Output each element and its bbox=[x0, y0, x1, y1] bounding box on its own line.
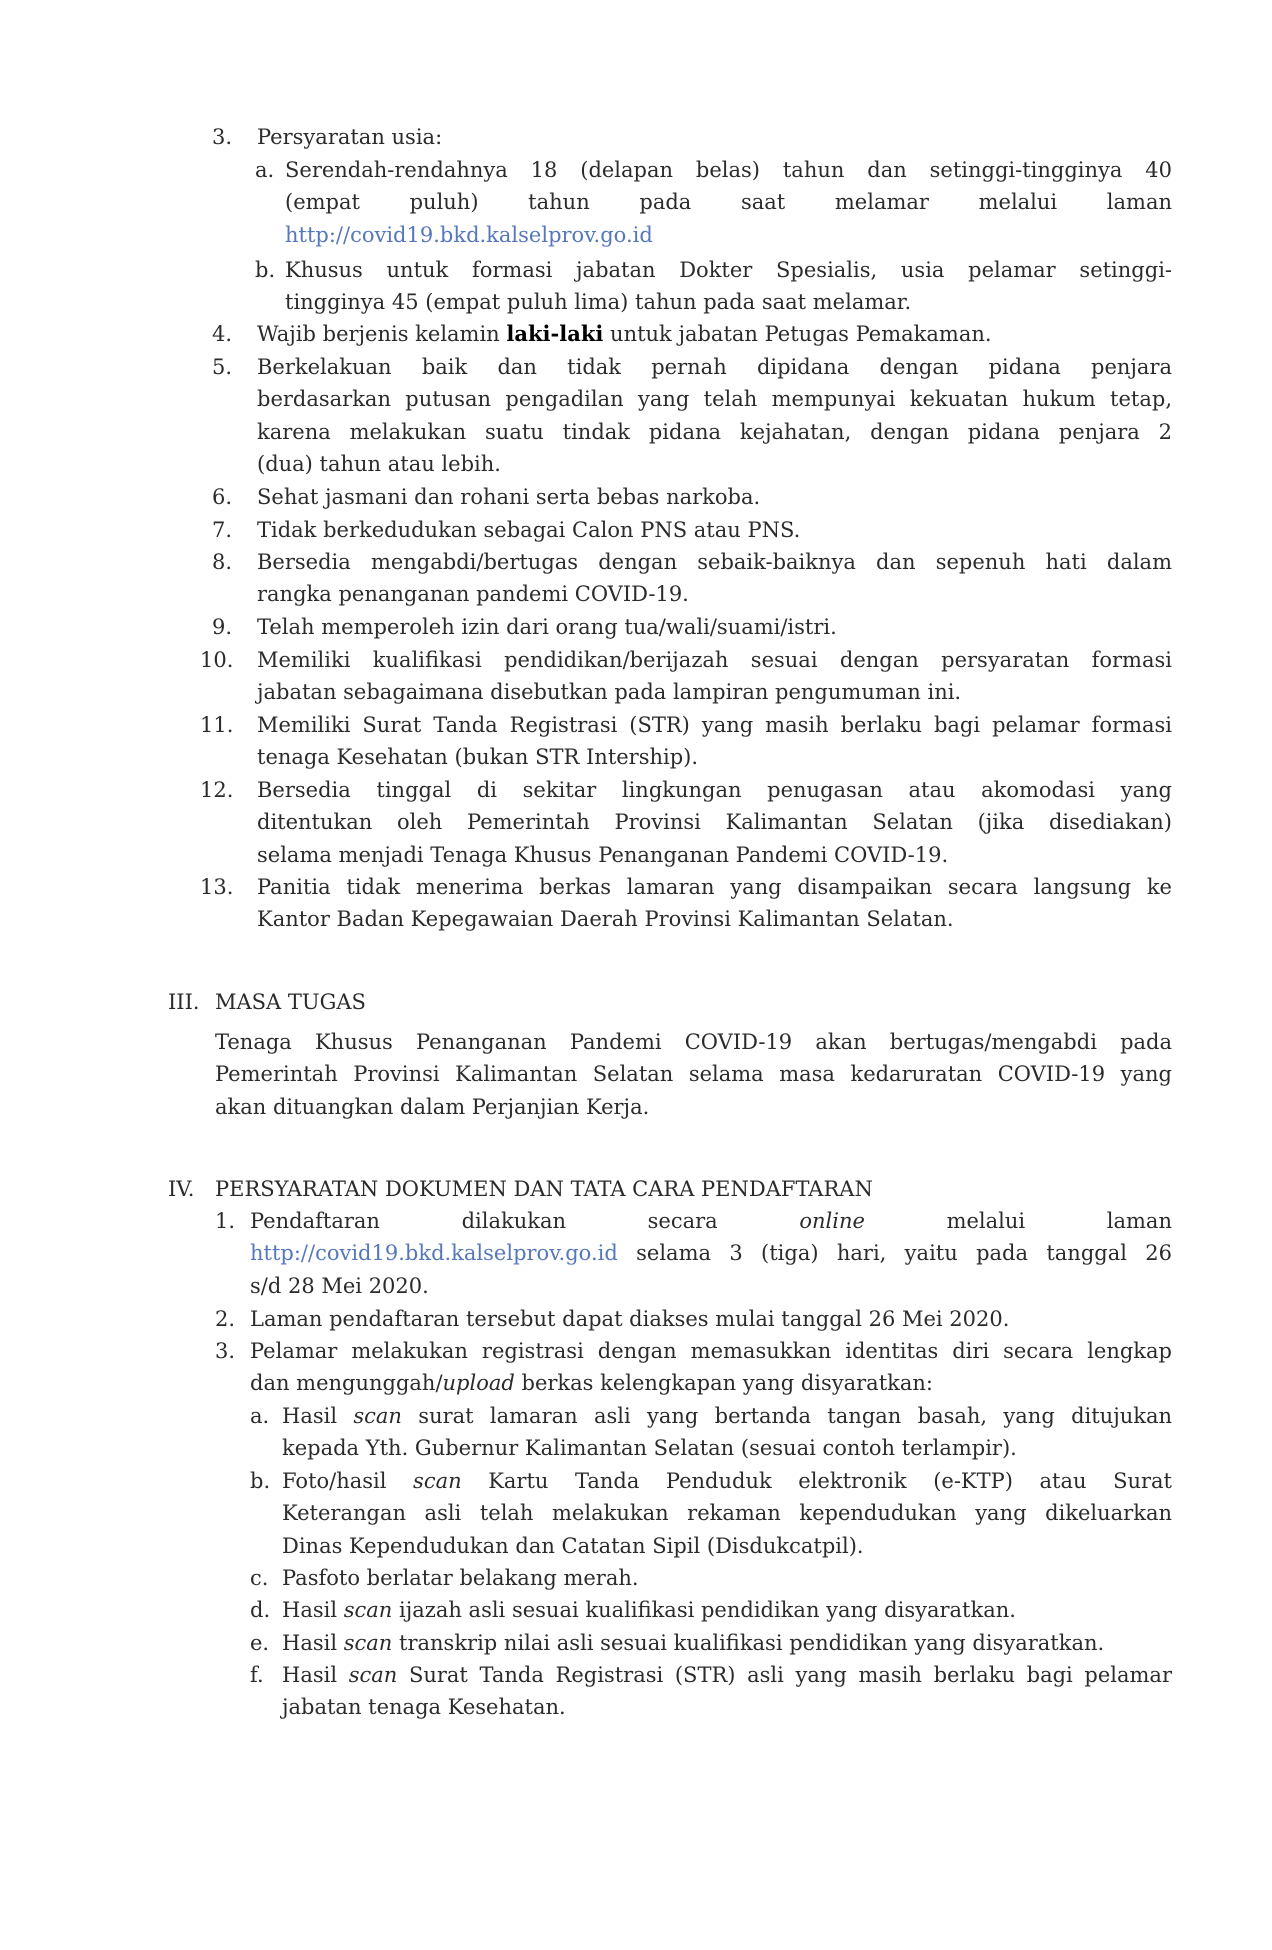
item-word: melalui bbox=[946, 1209, 1026, 1233]
item-line: rangka penanganan pandemi COVID-19. bbox=[257, 582, 689, 607]
item-number: 3. bbox=[215, 1339, 236, 1363]
sub-item-text: Pasfoto berlatar belakang merah. bbox=[282, 1566, 639, 1590]
item-number: 4. bbox=[212, 322, 233, 346]
item-word: secara bbox=[647, 1209, 718, 1233]
item-line: karena melakukan suatu tindak pidana kejahatan, dengan pidana penjara 2 bbox=[257, 419, 1172, 444]
item-line: Bersedia mengabdi/bertugas dengan sebaik-baiknya dan sepenuh hati dalam bbox=[257, 550, 1172, 574]
item-line: jabatan sebagaimana disebutkan pada lampiran pengumuman ini. bbox=[257, 680, 962, 705]
sub-item-label: a. bbox=[255, 158, 275, 182]
sub-item-label: b. bbox=[255, 258, 276, 282]
sub-item-label: d. bbox=[250, 1598, 271, 1622]
paragraph-line: Pemerintah Provinsi Kalimantan Selatan selama masa kedaruratan COVID-19 yang bbox=[215, 1062, 1172, 1087]
section-title: MASA TUGAS bbox=[215, 990, 366, 1014]
item-text: dan mengunggah/ bbox=[250, 1371, 443, 1396]
sub-item-line: kepada Yth. Gubernur Kalimantan Selatan (sesuai contoh terlampir). bbox=[282, 1436, 1017, 1461]
item-word: laman bbox=[1106, 1209, 1172, 1233]
sub-item-label: e. bbox=[250, 1631, 270, 1655]
section-paragraph bbox=[215, 1026, 1172, 1123]
sub-item-text-italic: scan bbox=[413, 1469, 462, 1493]
item-text: selama 3 (tiga) hari, yaitu pada tanggal 26 bbox=[636, 1241, 1172, 1266]
paragraph-line: akan dituangkan dalam Perjanjian Kerja. bbox=[215, 1094, 650, 1119]
item-number: 2. bbox=[215, 1307, 236, 1331]
sub-item-text: transkrip nilai asli sesuai kualifikasi pendidikan yang disyaratkan. bbox=[399, 1631, 1105, 1655]
section-numeral: IV. bbox=[168, 1177, 195, 1201]
item-text: Tidak berkedudukan sebagai Calon PNS atau PNS. bbox=[257, 518, 801, 542]
item-text: Telah memperoleh izin dari orang tua/wali/suami/istri. bbox=[257, 615, 837, 639]
item-line: berdasarkan putusan pengadilan yang telah mempunyai kekuatan hukum tetap, bbox=[257, 387, 1172, 412]
item-line: selama menjadi Tenaga Khusus Penanganan Pandemi COVID-19. bbox=[257, 842, 949, 867]
sub-item-text: Foto/hasil bbox=[282, 1469, 387, 1493]
sub-item-line: Dinas Kependudukan dan Catatan Sipil (Disdukcatpil). bbox=[282, 1533, 864, 1558]
item-text: Wajib berjenis kelamin bbox=[257, 322, 500, 346]
sub-item-text: Surat Tanda Registrasi (STR) asli yang masih berlaku bagi pelamar bbox=[408, 1663, 1172, 1687]
sub-item-label: f. bbox=[250, 1663, 264, 1687]
sub-item-line: tingginya 45 (empat puluh lima) tahun pada saat melamar. bbox=[285, 290, 912, 315]
section-heading-iii bbox=[168, 986, 200, 1018]
sub-item-text: Kartu Tanda Penduduk elektronik (e-KTP) atau Surat bbox=[488, 1469, 1172, 1493]
item-line: Memiliki Surat Tanda Registrasi (STR) yang masih berlaku bagi pelamar formasi bbox=[257, 713, 1172, 737]
sub-item-line: Khusus untuk formasi jabatan Dokter Spesialis, usia pelamar setinggi- bbox=[285, 258, 1172, 282]
section-title: PERSYARATAN DOKUMEN DAN TATA CARA PENDAFTARAN bbox=[215, 1177, 873, 1201]
item-line: s/d 28 Mei 2020. bbox=[250, 1273, 429, 1298]
item-number: 11. bbox=[200, 713, 234, 737]
sub-item-label: a. bbox=[250, 1404, 270, 1428]
item-number: 1. bbox=[215, 1209, 236, 1233]
item-line: Kantor Badan Kepegawaian Daerah Provinsi Kalimantan Selatan. bbox=[257, 907, 954, 932]
emphasis-text: laki-laki bbox=[506, 321, 604, 346]
sub-item-text: Hasil bbox=[282, 1663, 338, 1687]
item-line: (dua) tahun atau lebih. bbox=[257, 452, 501, 477]
registration-link[interactable]: http://covid19.bkd.kalselprov.go.id bbox=[285, 222, 653, 247]
item-word: dilakukan bbox=[461, 1209, 566, 1233]
item-line: ditentukan oleh Pemerintah Provinsi Kalimantan Selatan (jika disediakan) bbox=[257, 810, 1172, 835]
item-number: 10. bbox=[200, 648, 234, 672]
item-number: 12. bbox=[200, 778, 234, 802]
item-number: 3. bbox=[212, 125, 233, 149]
sub-item-text: Hasil bbox=[282, 1631, 338, 1655]
item-text: untuk jabatan Petugas Pemakaman. bbox=[610, 322, 992, 346]
registration-link[interactable]: http://covid19.bkd.kalselprov.go.id bbox=[250, 1241, 618, 1266]
paragraph-line: Tenaga Khusus Penanganan Pandemi COVID-19 akan bertugas/mengabdi pada bbox=[215, 1030, 1172, 1054]
item-text: Persyaratan usia: bbox=[257, 125, 443, 149]
sub-item-text: surat lamaran asli yang bertanda tangan basah, yang ditujukan bbox=[418, 1404, 1173, 1428]
sub-item-text-italic: scan bbox=[348, 1663, 398, 1687]
item-text: berkas kelengkapan yang disyaratkan: bbox=[521, 1371, 933, 1396]
sub-item-line: jabatan tenaga Kesehatan. bbox=[282, 1695, 566, 1720]
item-number: 6. bbox=[212, 485, 233, 509]
item-line: Panitia tidak menerima berkas lamaran yang disampaikan secara langsung ke bbox=[257, 875, 1172, 899]
sub-item-text-italic: scan bbox=[353, 1404, 402, 1428]
section-heading-iv bbox=[168, 1173, 194, 1205]
item-text: Laman pendaftaran tersebut dapat diakses mulai tanggal 26 Mei 2020. bbox=[250, 1307, 1010, 1331]
sub-item-label: c. bbox=[250, 1566, 269, 1590]
sub-item-text: Hasil bbox=[282, 1404, 338, 1428]
item-text-italic: upload bbox=[442, 1371, 515, 1396]
item-number: 8. bbox=[212, 550, 233, 574]
item-line: Berkelakuan baik dan tidak pernah dipidana dengan pidana penjara bbox=[257, 355, 1172, 379]
sub-item-text: ijazah asli sesuai kualifikasi pendidikan yang disyaratkan. bbox=[399, 1598, 1016, 1622]
item-line: Pelamar melakukan registrasi dengan memasukkan identitas diri secara lengkap bbox=[250, 1339, 1172, 1363]
item-line: Bersedia tinggal di sekitar lingkungan penugasan atau akomodasi yang bbox=[257, 778, 1172, 802]
sub-item-line: (empat puluh) tahun pada saat melamar melalui laman bbox=[285, 190, 1172, 215]
item-number: 5. bbox=[212, 355, 233, 379]
item-number: 9. bbox=[212, 615, 233, 639]
item-word: Pendaftaran bbox=[250, 1209, 380, 1233]
item-number: 13. bbox=[200, 875, 234, 899]
section-numeral: III. bbox=[168, 990, 200, 1014]
sub-item-line: Keterangan asli telah melakukan rekaman kependudukan yang dikeluarkan bbox=[282, 1501, 1172, 1526]
sub-item-label: b. bbox=[250, 1469, 271, 1493]
item-number: 7. bbox=[212, 518, 233, 542]
item-text: Sehat jasmani dan rohani serta bebas narkoba. bbox=[257, 485, 761, 509]
sub-item-line: Serendah-rendahnya 18 (delapan belas) tahun dan setinggi-tingginya 40 bbox=[285, 158, 1172, 182]
sub-item-text-italic: scan bbox=[343, 1631, 393, 1655]
sub-item-text-italic: scan bbox=[343, 1598, 393, 1622]
item-line: Memiliki kualifikasi pendidikan/berijazah sesuai dengan persyaratan formasi bbox=[257, 648, 1172, 672]
item-word-italic: online bbox=[799, 1209, 865, 1233]
item-line: tenaga Kesehatan (bukan STR Intership). bbox=[257, 745, 699, 770]
sub-item-text: Hasil bbox=[282, 1598, 338, 1622]
